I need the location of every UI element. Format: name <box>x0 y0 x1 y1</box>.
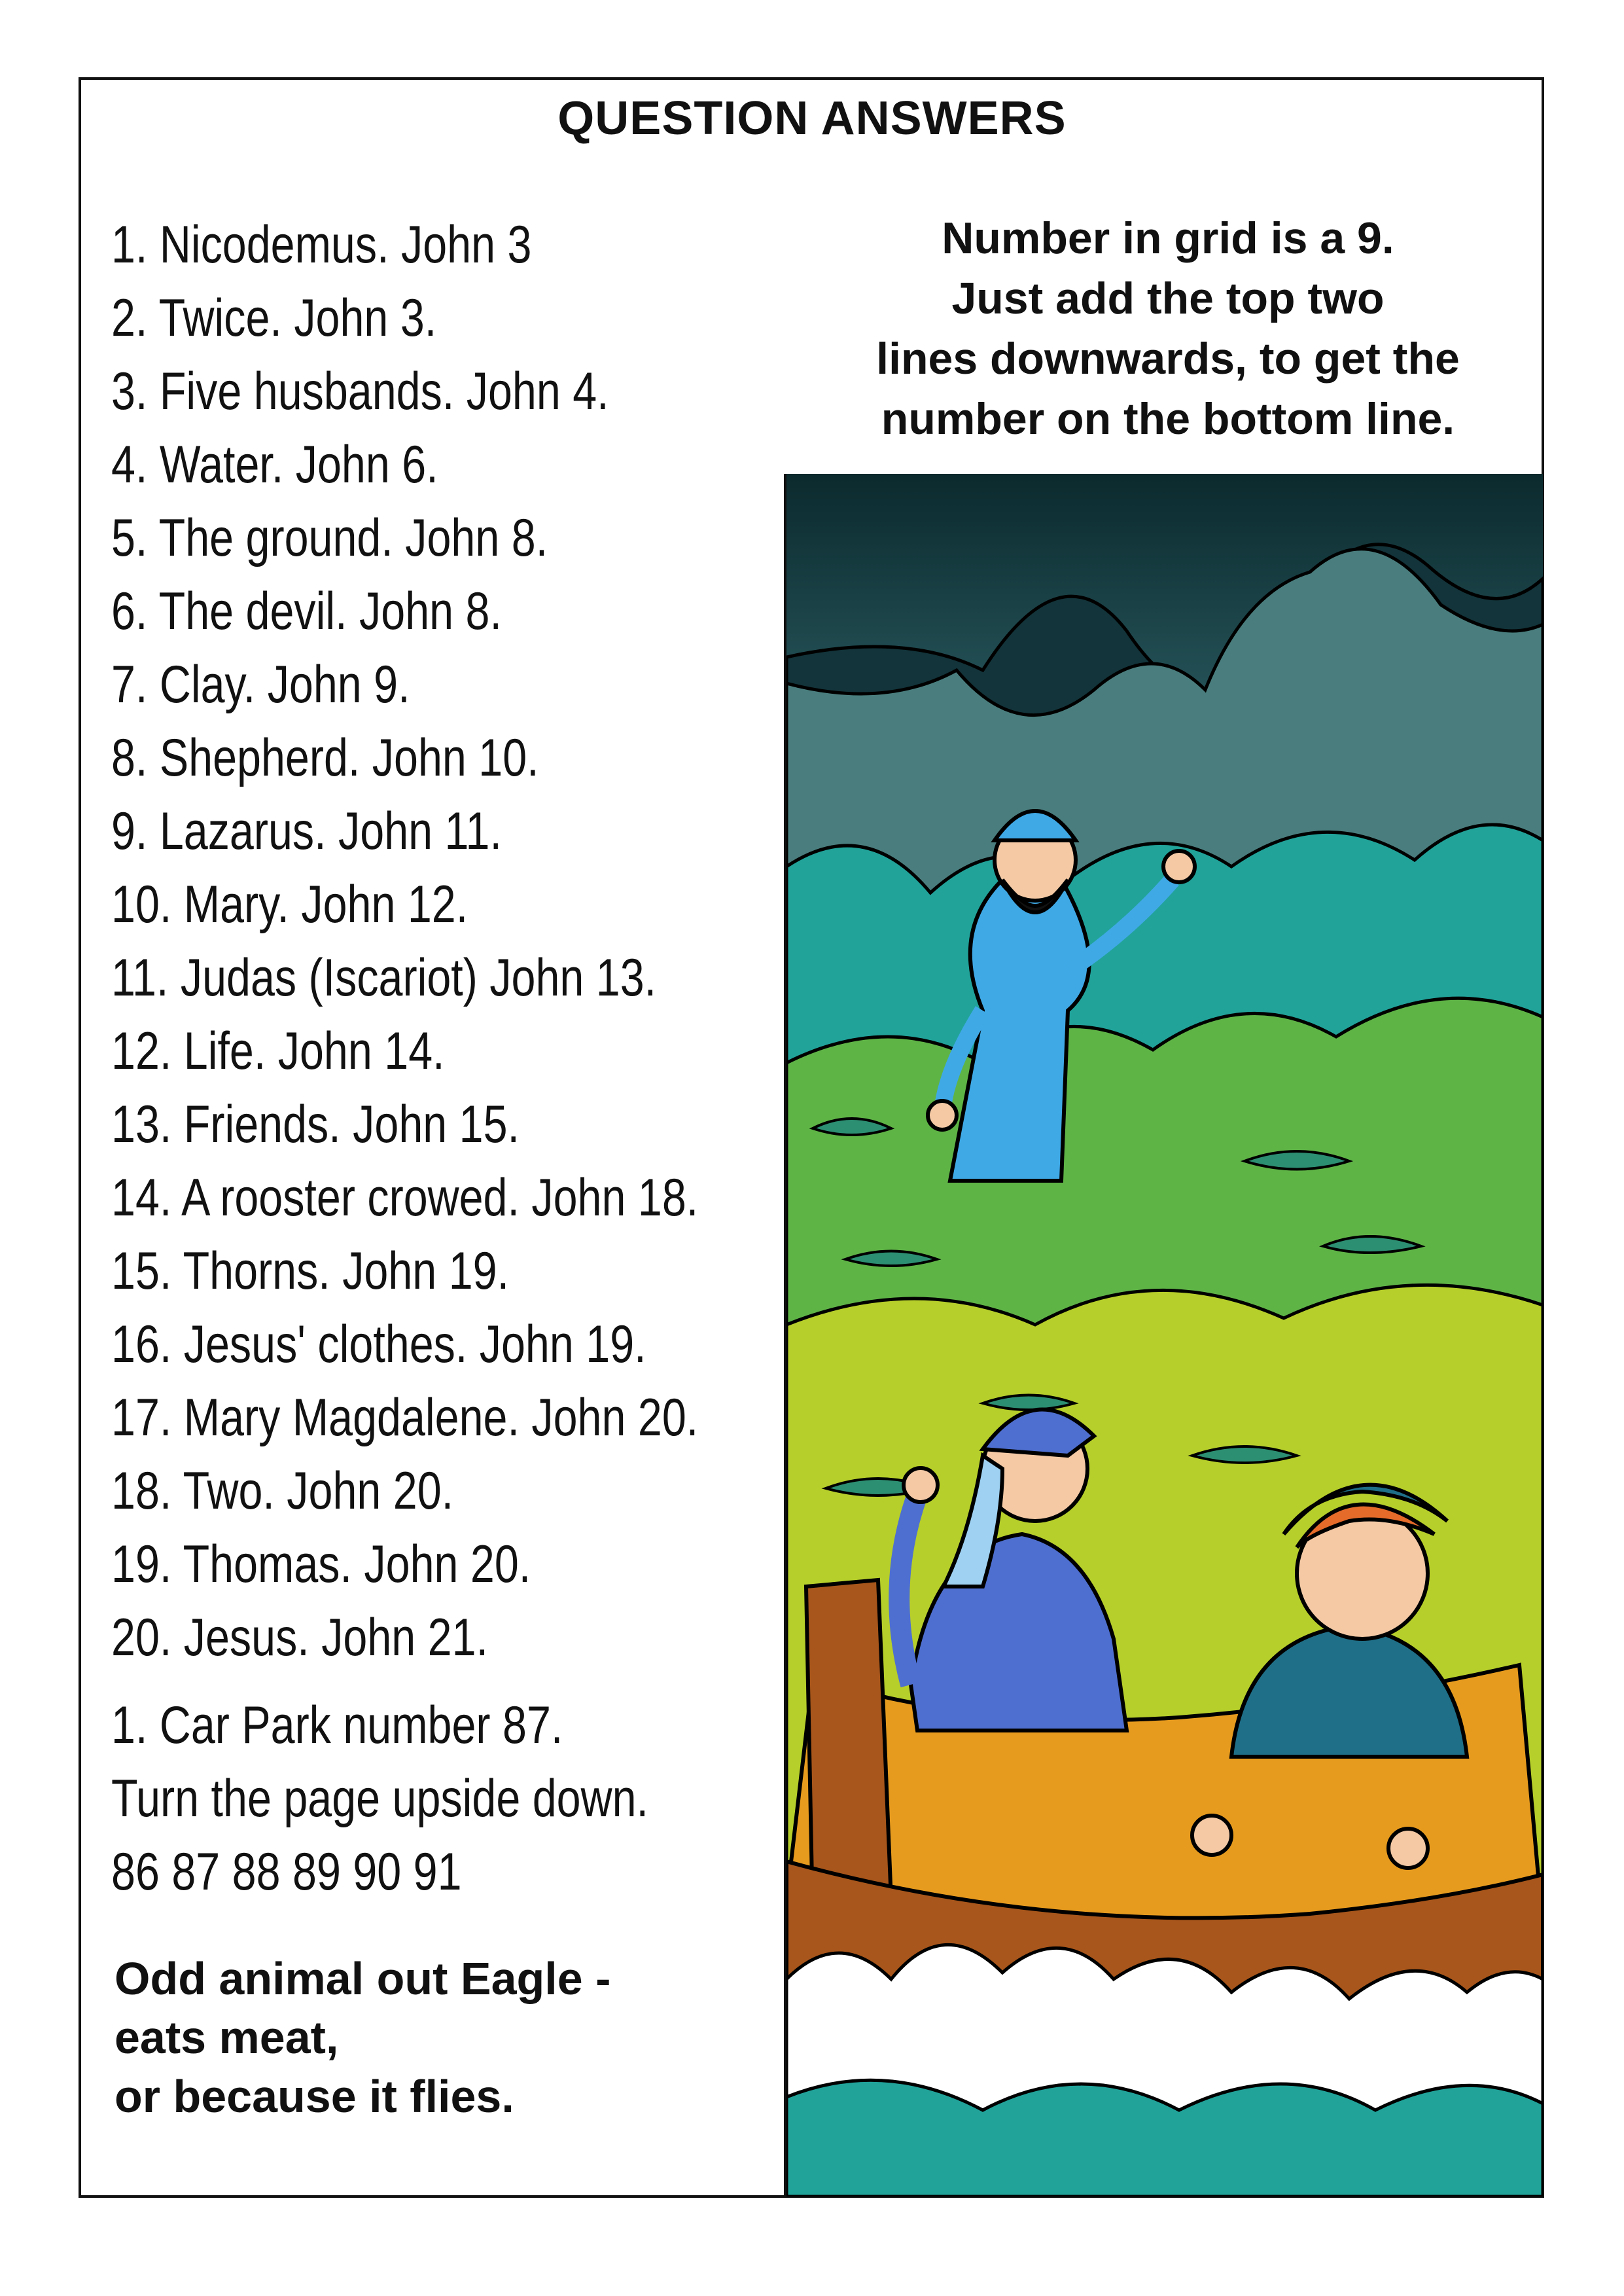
answer-item: 6. The devil. John 8. <box>111 582 502 641</box>
car-park-answer <box>111 1689 648 1909</box>
answer-item: 7. Clay. John 9. <box>111 655 410 714</box>
grid-note-line: Number in grid is a 9. <box>942 213 1394 263</box>
car-park-line: Turn the page upside down. <box>111 1769 648 1828</box>
odd-animal-line: or because it flies. <box>115 2071 514 2122</box>
answer-item: 2. Twice. John 3. <box>111 289 437 348</box>
answer-item: 3. Five husbands. John 4. <box>111 362 609 421</box>
answer-item: 9. Lazarus. John 11. <box>111 802 502 861</box>
car-park-line: 1. Car Park number 87. <box>111 1696 563 1755</box>
answer-item: 14. A rooster crowed. John 18. <box>111 1168 699 1227</box>
grid-answer-note <box>792 208 1544 449</box>
grid-note-line: Just add the top two <box>951 274 1385 323</box>
storm-illustration <box>784 474 1543 2197</box>
page-title: QUESTION ANSWERS <box>557 92 1067 145</box>
answer-item: 19. Thomas. John 20. <box>111 1535 531 1594</box>
answers-list <box>111 208 698 1674</box>
answer-item: 17. Mary Magdalene. John 20. <box>111 1388 699 1447</box>
answer-item: 15. Thorns. John 19. <box>111 1242 510 1300</box>
car-park-line: 86 87 88 89 90 91 <box>111 1842 462 1901</box>
answer-item: 5. The ground. John 8. <box>111 509 548 567</box>
odd-animal-line: Odd animal out Eagle - <box>115 1953 611 2004</box>
odd-animal-answer <box>115 1949 610 2126</box>
odd-animal-line: eats meat, <box>115 2012 339 2063</box>
grid-note-line: lines downwards, to get the <box>876 334 1460 384</box>
answer-item: 18. Two. John 20. <box>111 1462 454 1520</box>
answer-item: 1. Nicodemus. John 3 <box>111 215 532 274</box>
storm-illustration-svg <box>786 474 1543 2197</box>
answer-item: 12. Life. John 14. <box>111 1022 445 1081</box>
grid-note-line: number on the bottom line. <box>881 394 1455 444</box>
answer-item: 11. Judas (Iscariot) John 13. <box>111 948 657 1007</box>
answer-item: 13. Friends. John 15. <box>111 1095 520 1154</box>
answer-item: 4. Water. John 6. <box>111 435 438 494</box>
answer-item: 10. Mary. John 12. <box>111 875 468 934</box>
answer-item: 8. Shepherd. John 10. <box>111 728 539 787</box>
answer-item: 20. Jesus. John 21. <box>111 1608 489 1667</box>
answer-item: 16. Jesus' clothes. John 19. <box>111 1315 646 1374</box>
